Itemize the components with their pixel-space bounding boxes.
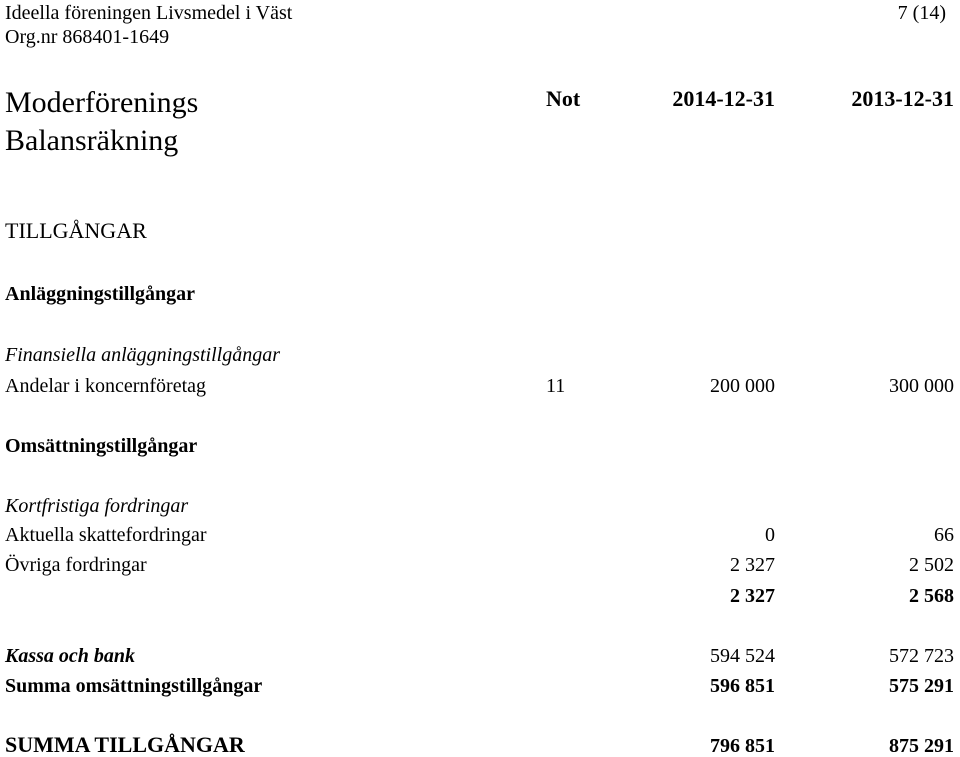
sub-heading-current-assets: Omsättningstillgångar (5, 435, 198, 457)
row-value-current: 2 327 (730, 554, 775, 576)
column-header-previous: 2013-12-31 (851, 86, 954, 111)
row-label: Övriga fordringar (5, 554, 147, 576)
row-label: Kassa och bank (5, 645, 136, 667)
row-label: Summa omsättningstillgångar (5, 675, 263, 697)
page-title-line-2: Balansräkning (5, 124, 179, 157)
row-value-previous: 300 000 (889, 375, 954, 397)
subtotal-value-current: 2 327 (730, 585, 775, 607)
grand-total-value-current: 796 851 (710, 735, 775, 757)
total-value-previous: 575 291 (889, 675, 954, 697)
group-heading-receivables: Kortfristiga fordringar (5, 495, 189, 517)
grand-total-label: SUMMA TILLGÅNGAR (5, 732, 245, 757)
organization-name: Ideella föreningen Livsmedel i Väst (5, 2, 293, 24)
total-value-current: 596 851 (710, 675, 775, 697)
section-heading-assets: TILLGÅNGAR (5, 218, 147, 243)
row-value-current: 594 524 (710, 645, 775, 667)
row-value-previous: 572 723 (889, 645, 954, 667)
row-label: Andelar i koncernföretag (5, 375, 207, 397)
row-value-previous: 2 502 (909, 554, 954, 576)
group-heading-financial-assets: Finansiella anläggningstillgångar (5, 344, 281, 366)
row-note: 11 (546, 375, 566, 397)
column-header-note: Not (546, 86, 581, 111)
organization-number: Org.nr 868401-1649 (5, 26, 170, 48)
sub-heading-fixed-assets: Anläggningstillgångar (5, 283, 196, 305)
row-label: Aktuella skattefordringar (5, 524, 207, 546)
row-value-current: 0 (765, 524, 775, 546)
row-value-previous: 66 (934, 524, 954, 546)
subtotal-value-previous: 2 568 (909, 585, 954, 607)
column-header-current: 2014-12-31 (672, 86, 775, 111)
page-number: 7 (14) (897, 2, 946, 24)
row-value-current: 200 000 (710, 375, 775, 397)
page-title-line-1: Moderförenings (5, 86, 199, 119)
grand-total-value-previous: 875 291 (889, 735, 954, 757)
